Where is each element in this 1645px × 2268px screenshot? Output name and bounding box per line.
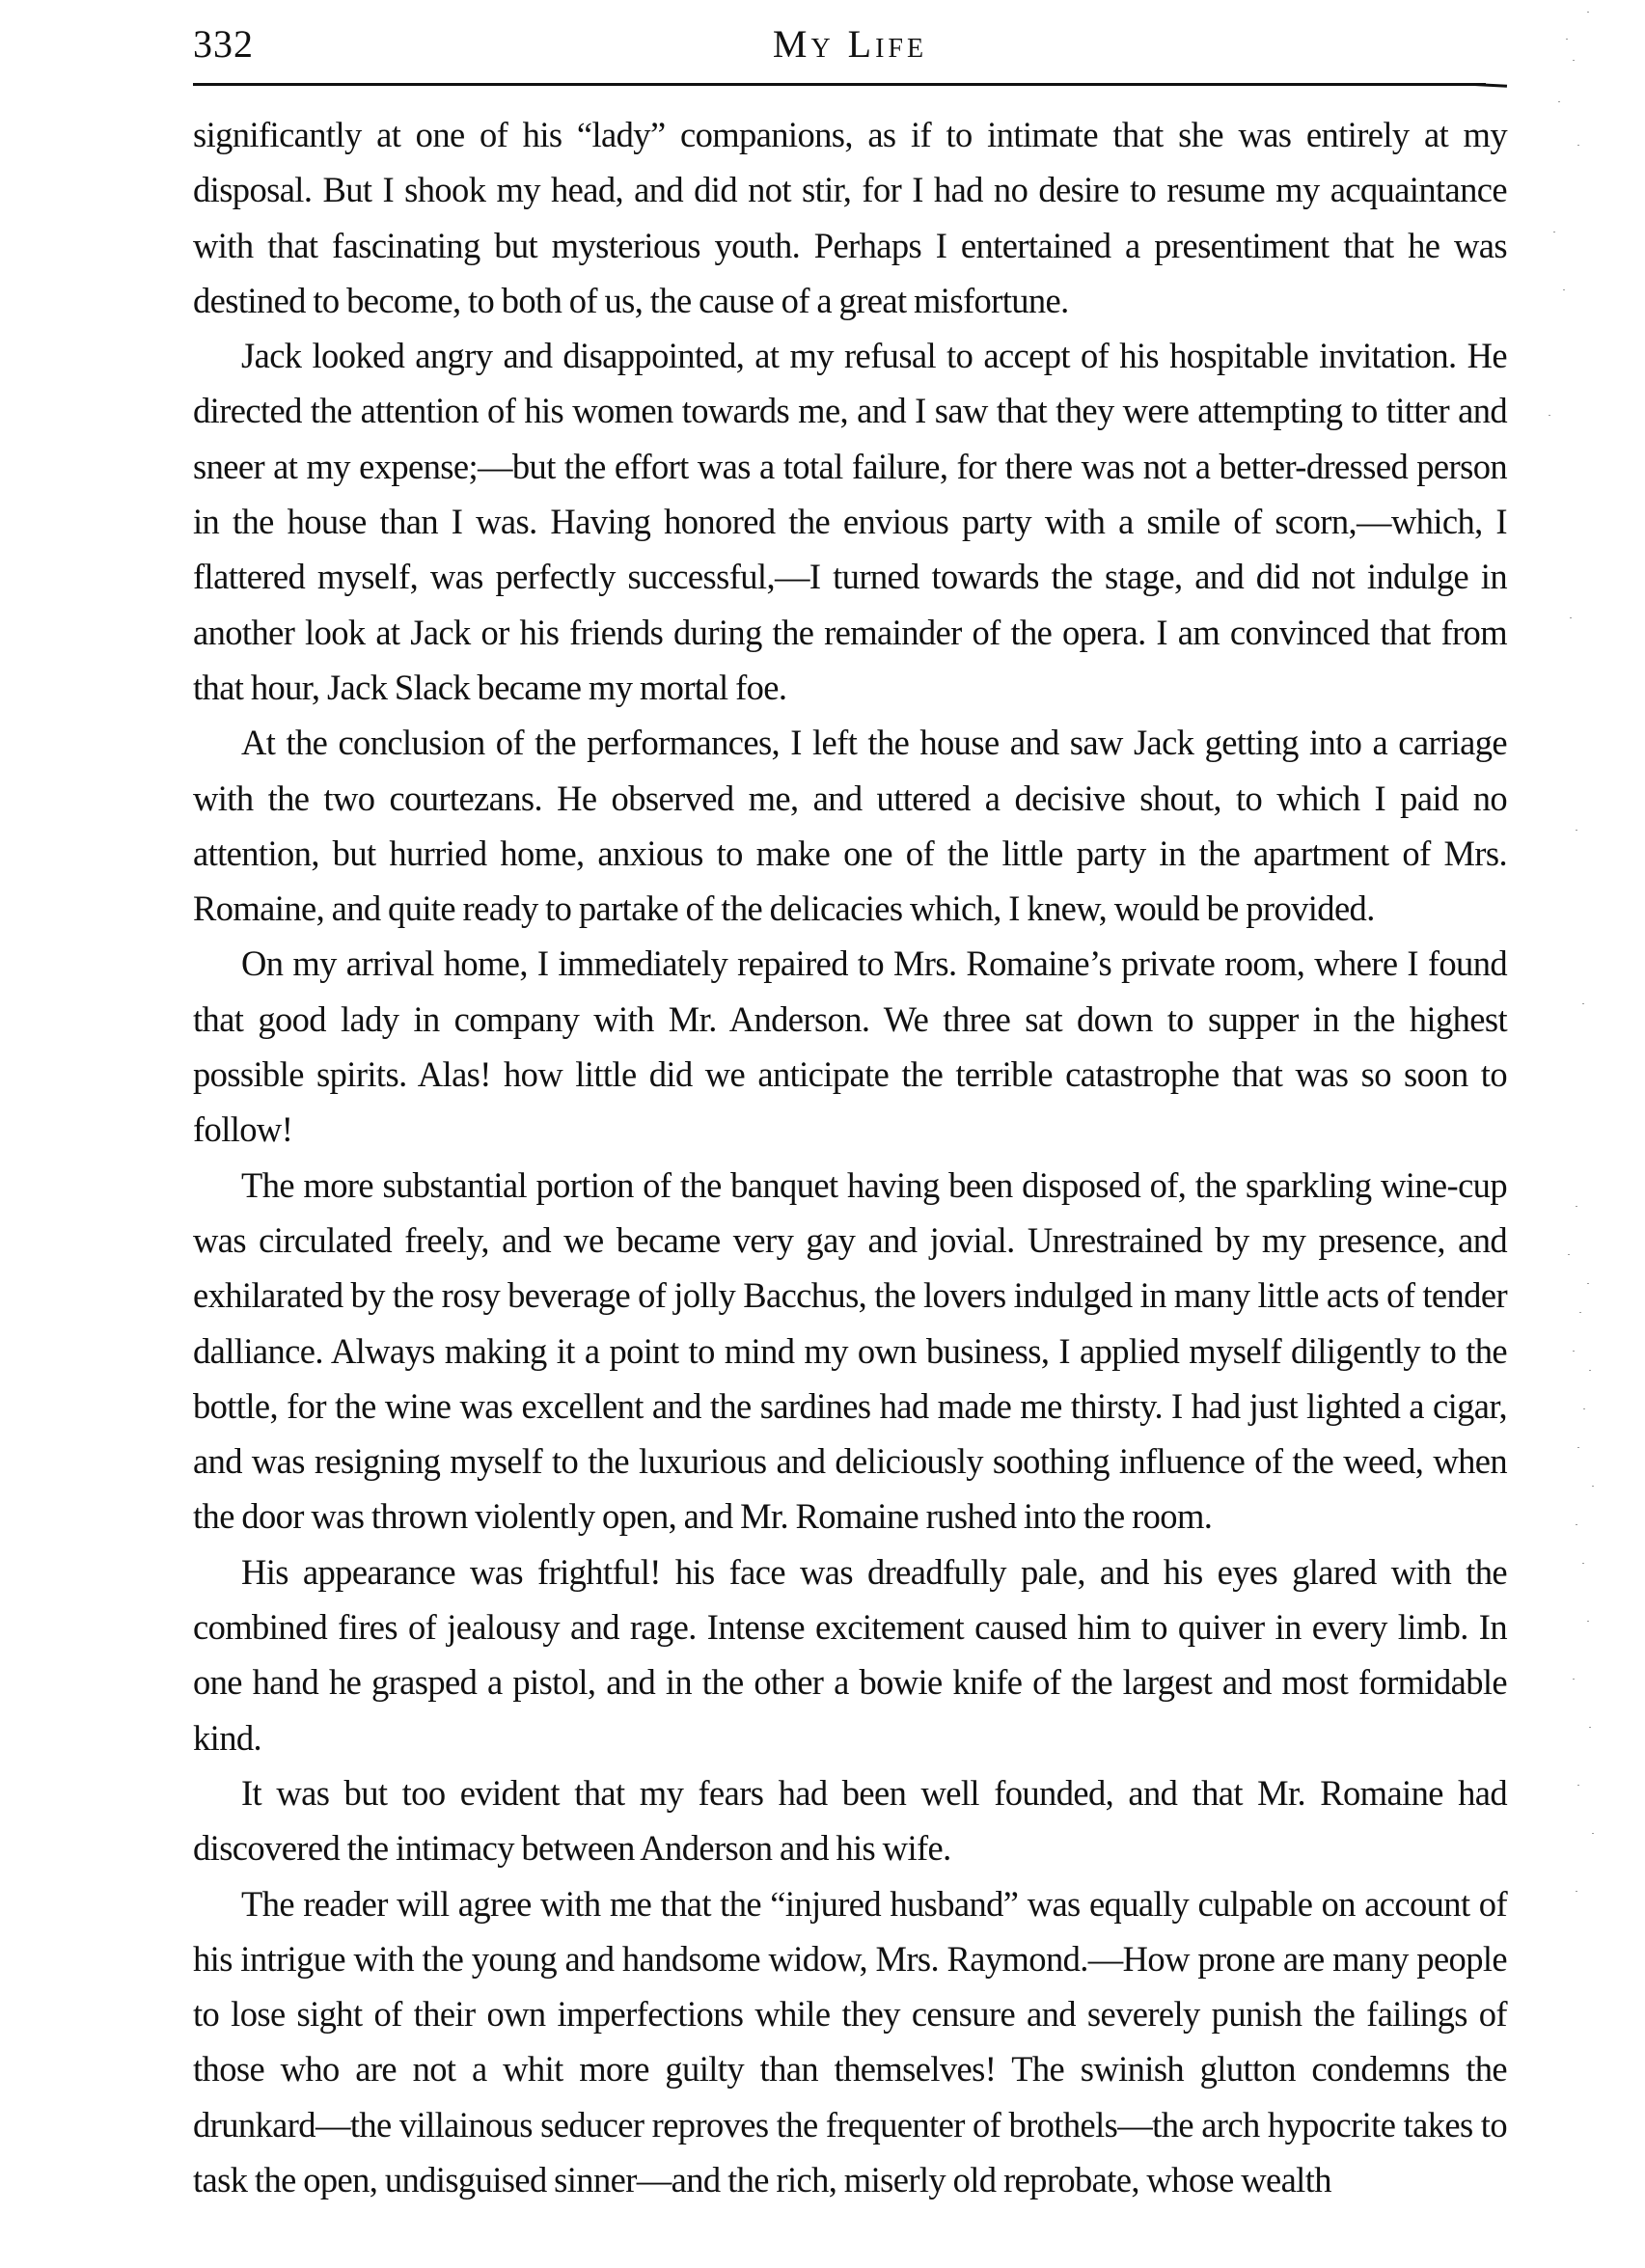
scan-edge-noise: [1529, 0, 1645, 2268]
paragraph: The reader will agree with me that the “injured husband” was equally culpable on account of his intrigue with the young and handsome widow, Mrs. Raymond.—How prone are many people to lose sight of their own imperfections while they censure and severely punish the failings of those who are not a whit more guilty than themselves! The swinish glutton condemns the drunkard—the villainous seducer reproves the frequenter of brothels—the arch hypocrite takes to task the open, undisguised sinner—and the rich, miserly old reprobate, whose wealth: [193, 1883, 1507, 2200]
book-page: [193, 0, 1507, 2207]
running-head: [193, 21, 1507, 89]
paragraph: His appearance was frightful! his face was dreadfully pale, and his eyes glared with the combined fires of jealousy and rage. Intense excitement caused him to quiver in every limb. In one hand he grasped a pistol, and in the other a bowie knife of the largest and most formidable kind.: [193, 1551, 1507, 1758]
paragraph: It was but too evident that my fears had been well founded, and that Mr. Romaine had discovered the intimacy between Anderson and his wife.: [193, 1772, 1507, 1869]
body-text: [193, 107, 1507, 2207]
header-rule: [193, 83, 1486, 86]
paragraph: At the conclusion of the performances, I left the house and saw Jack getting into a carriage with the two courtezans. He observed me, and uttered a decisive shout, to which I paid no attention, but hurried home, anxious to make one of the little party in the apartment of Mrs. Romaine, and quite ready to partake of the delicacies which, I knew, would be provided.: [193, 723, 1507, 929]
page-number: 332: [193, 22, 254, 66]
paragraph-continuation: significantly at one of his “lady” companions, as if to intimate that she was entirely at my disposal. But I shook my head, and did not stir, for I had no desire to resume my acquaintance with that fascinating but mysterious youth. Perhaps I entertained a presentiment that he was destined to become, to both of us, the cause of a great misfortune.: [193, 115, 1507, 320]
paragraph: On my arrival home, I immediately repaired to Mrs. Romaine’s private room, where I found that good lady in company with Mr. Anderson. We three sat down to supper in the highest possible spirits. Alas! how little did we anticipate the terrible catastrophe that was so soon to follow!: [193, 943, 1507, 1150]
running-title: My Life: [772, 22, 928, 66]
paragraph: Jack looked angry and disappointed, at my refusal to accept of his hospitable invitation. He directed the attention of his women towards me, and I saw that they were attempting to titter and sneer at my expense;—but the effort was a total failure, for there was not a better-dressed person in the house than I was. Having honored the envious party with a smile of scorn,—which, I flattered myself, was perfectly successful,—I turned towards the stage, and did not indulge in another look at Jack or his friends during the remainder of the opera. I am convinced that from that hour, Jack Slack became my mortal foe.: [193, 336, 1507, 707]
paragraph: The more substantial portion of the banquet having been disposed of, the sparkling wine-cup was circulated freely, and we became very gay and jovial. Unrestrained by my presence, and exhilarated by the rosy beverage of jolly Bacchus, the lovers indulged in many little acts of tender dalliance. Always making it a point to mind my own business, I applied myself diligently to the bottle, for the wine was excellent and the sardines had made me thirsty. I had just lighted a cigar, and was resigning myself to the luxurious and deliciously soothing influence of the weed, when the door was thrown violently open, and Mr. Romaine rushed into the room.: [193, 1164, 1507, 1537]
